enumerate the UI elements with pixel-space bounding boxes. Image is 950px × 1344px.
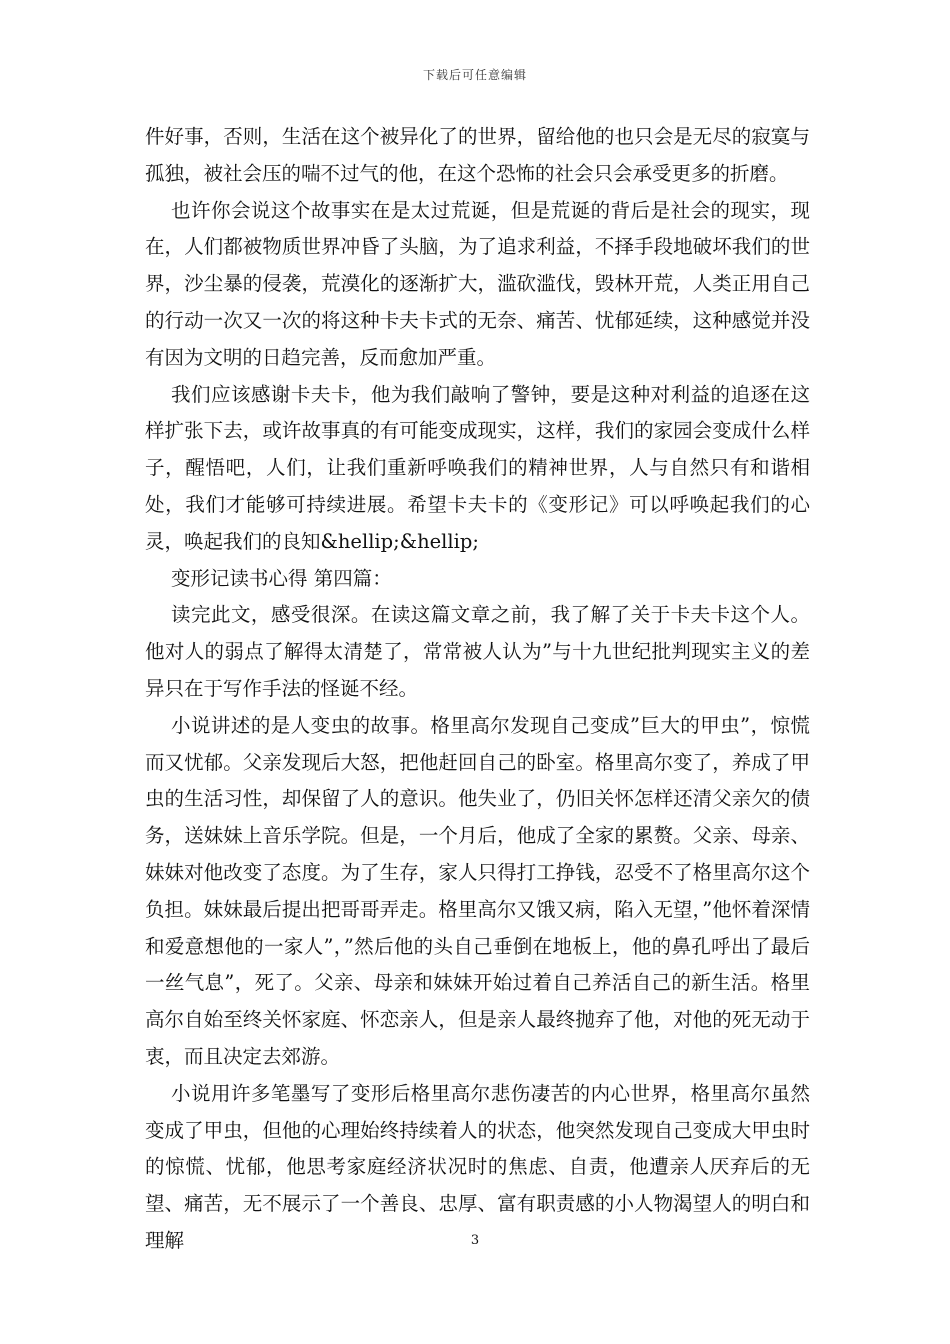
page-header: 下载后可任意编辑 (422, 68, 527, 82)
paragraph-1: 件好事，否则，生活在这个被异化了的世界，留给他的也只会是无尽的寂寞与孤独，被社会压的喘不过气的他，在这个恐怖的社会只会承受更多的折磨。 (145, 125, 810, 185)
paragraph-2: 也许你会说这个故事实在是太过荒诞，但是荒诞的背后是社会的现实，现在，人们都被物质世界冲昏了头脑，为了追求利益，不择手段地破坏我们的世界，沙尘暴的侵袭，荒漠化的逐渐扩大，滥砍滥伐，毁林开荒，人类正用自己的行动一次又一次的将这种卡夫卡式的无奈、痛苦、忧郁延续，这种感觉并没有因为文明的日趋完善，反而愈加严重。 (145, 198, 810, 369)
paragraph-4: 读完此文，感受很深。在读这篇文章之前，我了解了关于卡夫卡这个人。他对人的弱点了解得太清楚了，常常被人认为”与十九世纪批判现实主义的差异只在于写作手法的怪诞不经。 (145, 603, 810, 700)
paragraph-5: 小说讲述的是人变虫的故事。格里高尔发现自己变成”巨大的甲虫”，惊慌而又忧郁。父亲发现后大怒，把他赶回自己的卧室。格里高尔变了，养成了甲虫的生活习性，却保留了人的意识。他失业了，仍旧关怀怎样还清父亲欠的债务，送妹妹上音乐学院。但是，一个月后，他成了全家的累赘。父亲、母亲、妹妹对他改变了态度。为了生存，家人只得打工挣钱，忍受不了格里高尔这个负担。妹妹最后提出把哥哥弄走。格里高尔又饿又病，陷入无望，”他怀着深情和爱意想他的一家人”，”然后他的头自己垂倒在地板上，他的鼻孔呼出了最后一丝气息”，死了。父亲、母亲和妹妹开始过着自己养活自己的新生活。格里高尔自始至终关怀家庭、怀恋亲人，但是亲人最终抛弃了他，对他的死无动于衷，而且决定去郊游。 (145, 713, 810, 1068)
section-heading: 变形记读书心得 第四篇： (171, 566, 392, 590)
paragraph-6: 小说用许多笔墨写了变形后格里高尔悲伤凄苦的内心世界，格里高尔虽然变成了甲虫，但他的心理始终持续着人的状态，他突然发现自己变成大甲虫时的惊慌、忧郁，他思考家庭经济状况时的焦虑、自责，他遭亲人厌弃后的无望、痛苦，无不展示了一个善良、忠厚、富有职责感的小人物渴望人的明白和理解 (145, 1081, 810, 1252)
paragraph-3: 我们应该感谢卡夫卡，他为我们敲响了警钟，要是这种对利益的追逐在这样扩张下去，或许故事真的有可能变成现实，这样，我们的家园会变成什么样子，醒悟吧，人们，让我们重新呼唤我们的精神世界，人与自然只有和谐相处，我们才能够可持续进展。希望卡夫卡的《变形记》可以呼唤起我们的心灵，唤起我们的良知&hellip;&hellip; (145, 382, 810, 553)
document-body (145, 119, 810, 1260)
page-number: 3 (470, 1233, 480, 1248)
